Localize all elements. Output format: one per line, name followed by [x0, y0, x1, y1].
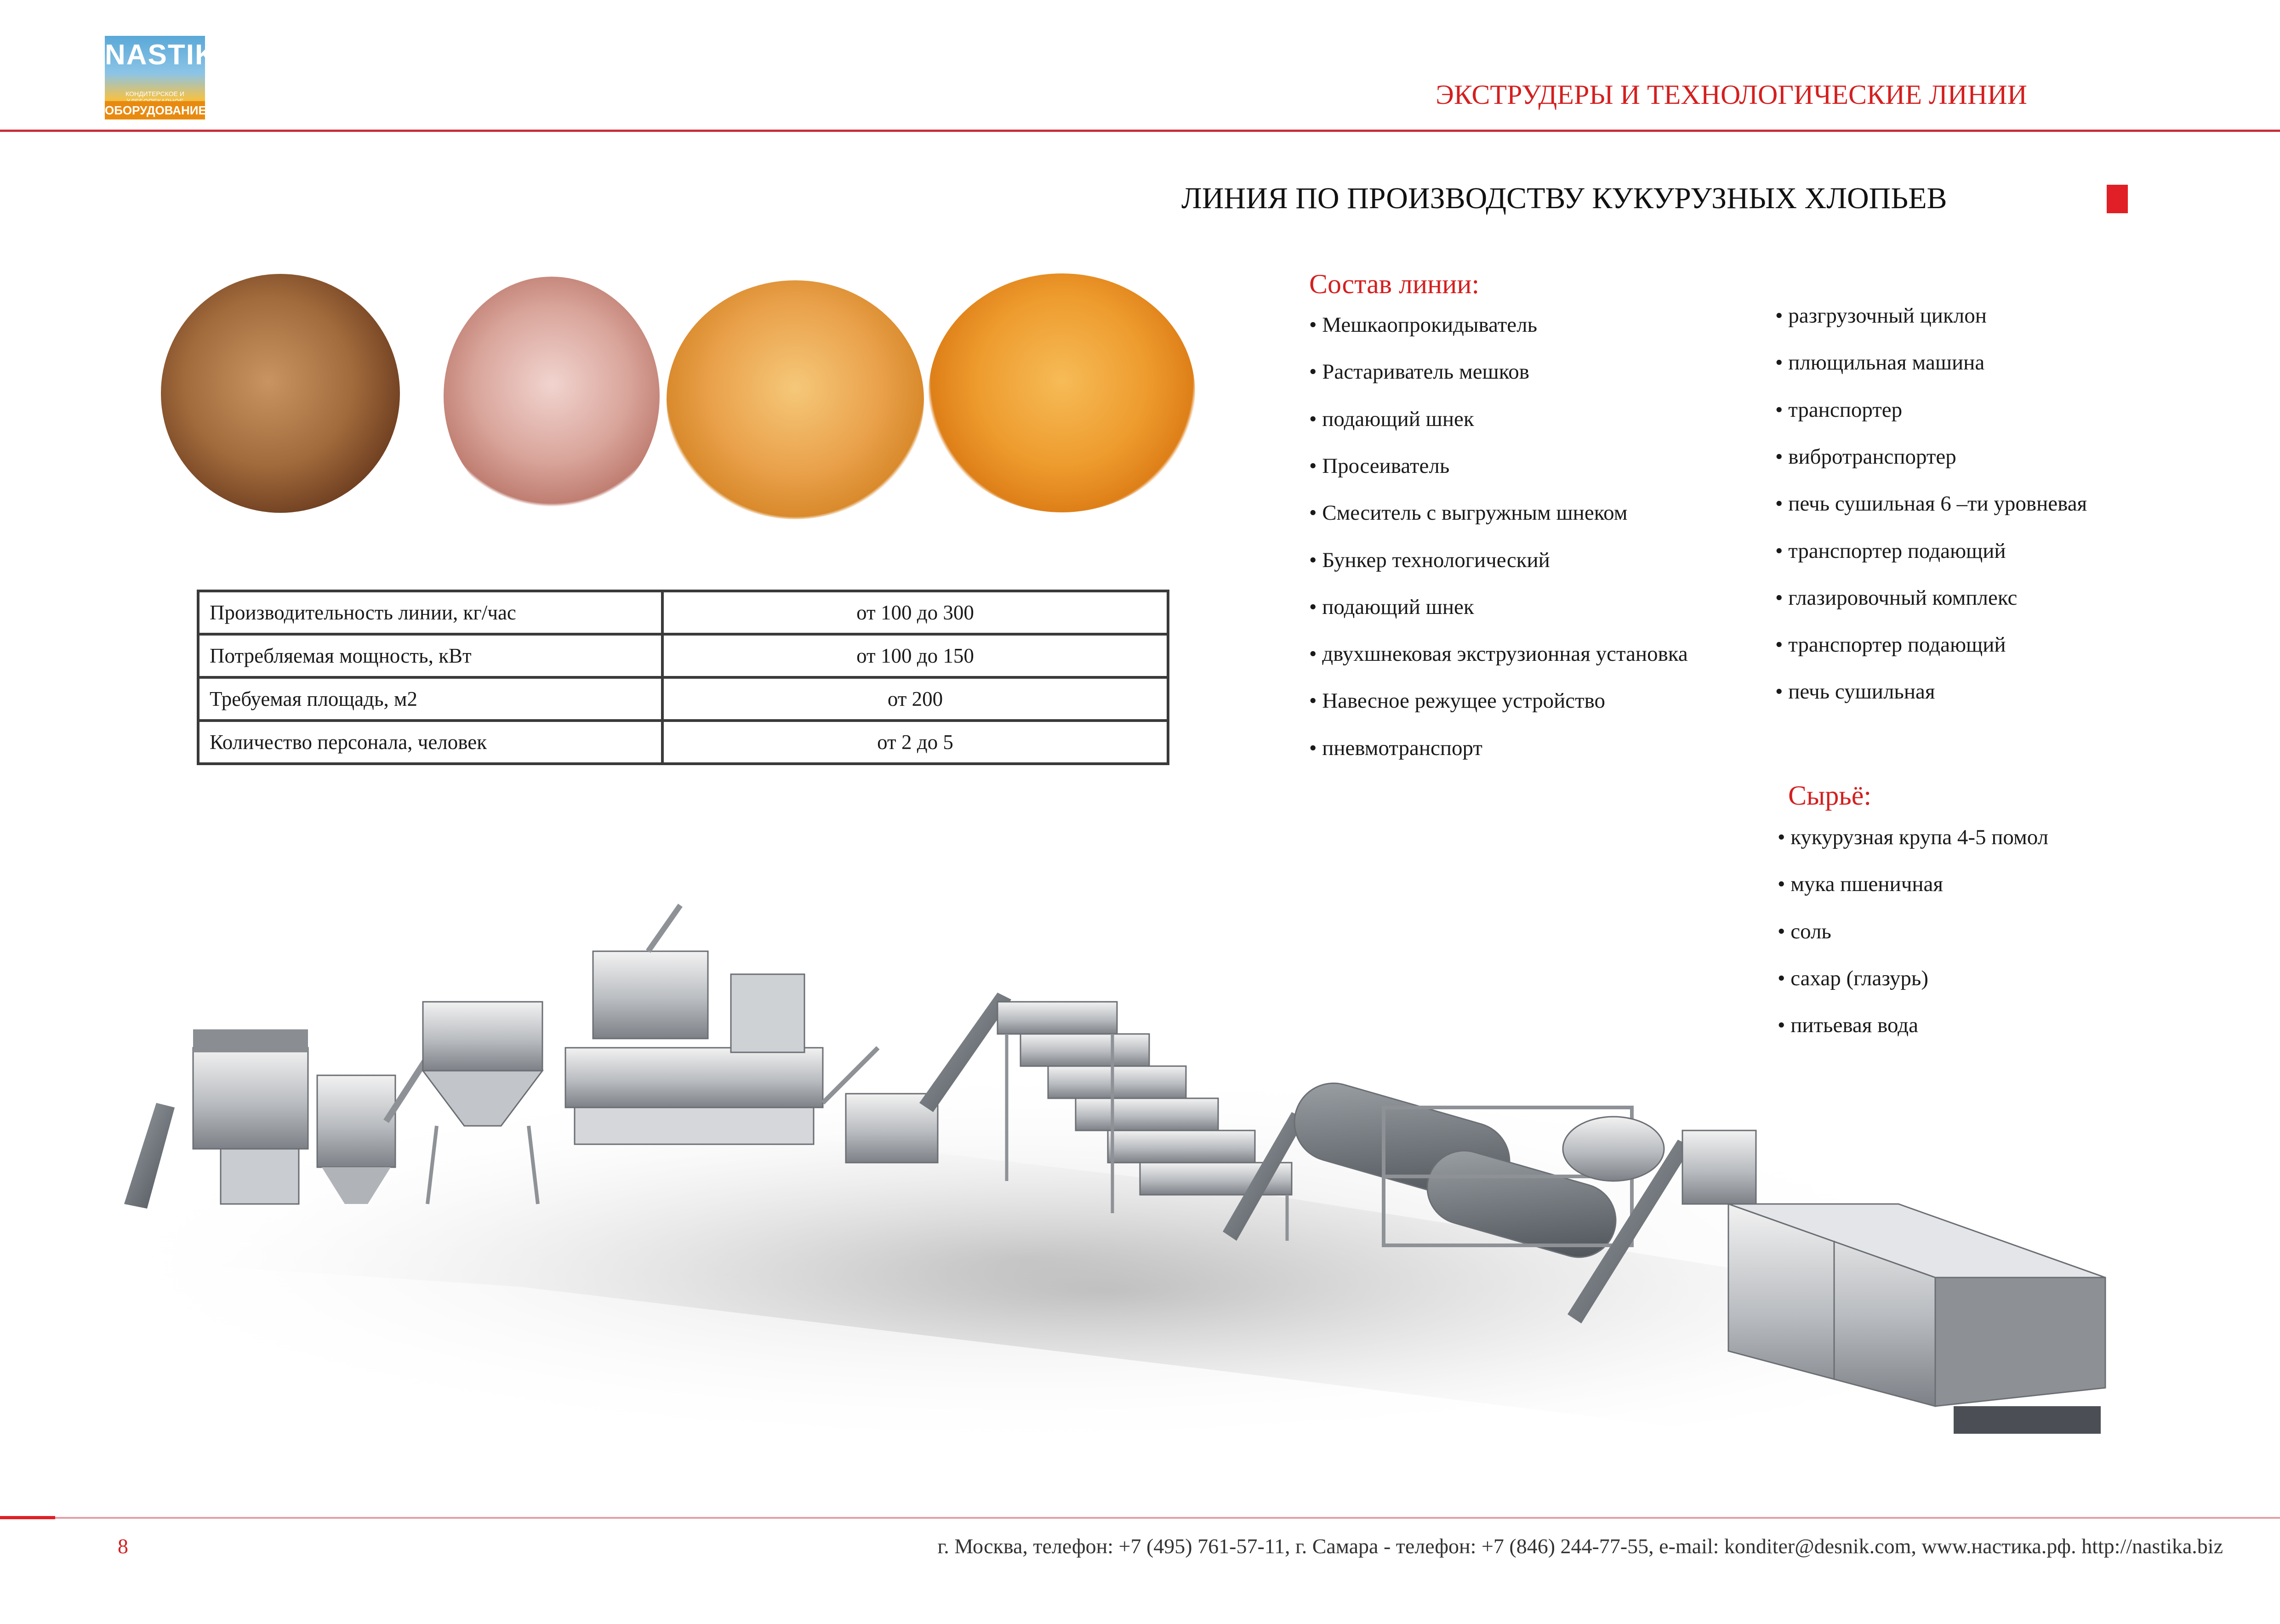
- spec-row: [198, 634, 1168, 677]
- composition-item: • пневмотранспорт: [1309, 736, 1482, 760]
- composition-item: • плющильная машина: [1775, 351, 1985, 375]
- flakes-photo-pink: [444, 277, 660, 516]
- spec-label: Количество персонала, человек: [198, 721, 662, 764]
- composition-item: • Навесное режущее устройство: [1309, 689, 1606, 713]
- footer-divider: [0, 1517, 2280, 1519]
- footer-divider-accent: [0, 1516, 55, 1519]
- flakes-photo-golden: [667, 280, 924, 519]
- spec-label: Производительность линии, кг/час: [198, 591, 662, 634]
- composition-item: • глазировочный комплекс: [1775, 585, 2018, 610]
- page-number: 8: [118, 1534, 128, 1558]
- composition-item: • Просеиватель: [1309, 454, 1450, 478]
- logo-subtitle: КОНДИТЕРСКОЕ И: [125, 90, 184, 97]
- spec-row: [198, 677, 1168, 721]
- raw-material-item: • сахар (глазурь): [1778, 966, 1929, 990]
- company-logo: [105, 36, 238, 119]
- flakes-photo-orange: [929, 273, 1195, 512]
- spec-label: Потребляемая мощность, кВт: [198, 634, 662, 677]
- spec-row: [198, 721, 1168, 764]
- header-divider: [0, 130, 2280, 132]
- composition-item: • печь сушильная 6 –ти уровневая: [1775, 492, 2087, 516]
- logo-bar: ОБОРУДОВАНИЕ: [105, 101, 205, 119]
- composition-item: • двухшнековая экструзионная установка: [1309, 642, 1688, 666]
- composition-item: • подающий шнек: [1309, 407, 1474, 431]
- section-title: ЛИНИЯ ПО ПРОИЗВОДСТВУ КУКУРУЗНЫХ ХЛОПЬЕВ: [1181, 182, 1947, 215]
- composition-item: • Растариватель мешков: [1309, 360, 1529, 384]
- composition-heading: Состав линии:: [1309, 269, 1480, 299]
- production-line-illustration: [106, 910, 2128, 1516]
- composition-item: • печь сушильная: [1775, 680, 1935, 704]
- raw-materials-heading: Сырьё:: [1788, 780, 1871, 811]
- raw-material-item: • соль: [1778, 919, 1831, 943]
- flakes-photo-chocolate: [161, 274, 400, 513]
- composition-item: • Бункер технологический: [1309, 548, 1550, 572]
- composition-item: • транспортер подающий: [1775, 539, 2006, 563]
- footer-contact: г. Москва, телефон: +7 (495) 761-57-11, г. Самара - телефон: +7 (846) 244-77-55, e-mail: konditer@desnik.com, www.настика.рф. http://nastika.biz: [937, 1534, 2223, 1558]
- composition-item: • транспортер: [1775, 397, 1903, 422]
- composition-item: • транспортер подающий: [1775, 633, 2006, 657]
- specs-table: [197, 590, 1169, 765]
- composition-item: • Смеситель с выгружным шнеком: [1309, 501, 1628, 525]
- spec-value: от 100 до 300: [662, 591, 1168, 634]
- spec-value: от 200: [662, 677, 1168, 721]
- composition-item: • подающий шнек: [1309, 595, 1474, 619]
- red-marker: [2107, 185, 2128, 213]
- raw-material-item: • питьевая вода: [1778, 1013, 1918, 1038]
- spec-label: Требуемая площадь, м2: [198, 677, 662, 721]
- logo-brand: NASTIKA: [105, 39, 238, 71]
- spec-row: [198, 591, 1168, 634]
- composition-item: • Мешкаопрокидыватель: [1309, 313, 1538, 337]
- spec-value: от 2 до 5: [662, 721, 1168, 764]
- header-title: ЭКСТРУДЕРЫ И ТЕХНОЛОГИЧЕСКИЕ ЛИНИИ: [1436, 79, 2027, 110]
- raw-material-item: • мука пшеничная: [1778, 872, 1943, 897]
- composition-item: • разгрузочный циклон: [1775, 304, 1987, 328]
- raw-material-item: • кукурузная крупа 4-5 помол: [1778, 825, 2049, 849]
- spec-value: от 100 до 150: [662, 634, 1168, 677]
- composition-item: • вибротранспортер: [1775, 444, 1956, 469]
